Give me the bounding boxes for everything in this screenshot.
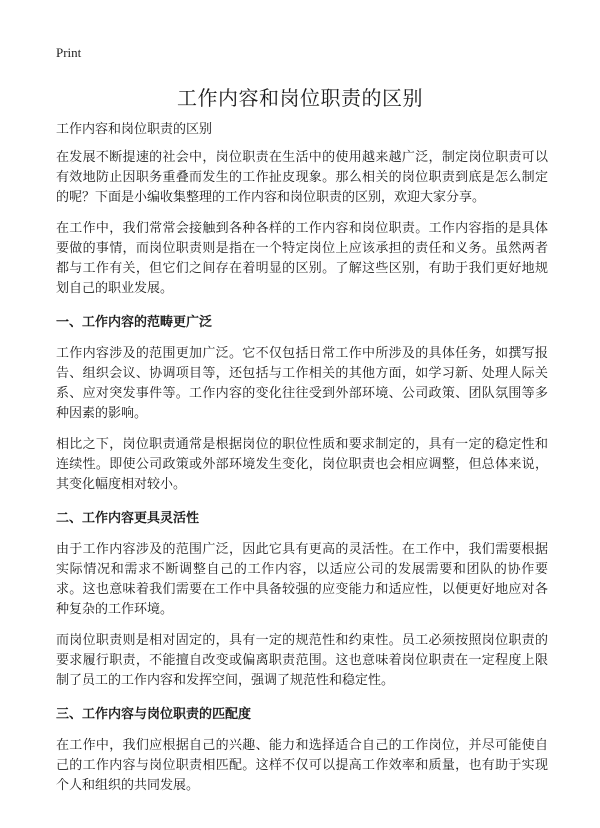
- document-body: [56, 120, 548, 807]
- print-link[interactable]: Print: [56, 45, 82, 60]
- document-subtitle: 工作内容和岗位职责的区别: [56, 122, 213, 137]
- section-heading: 三、工作内容与岗位职责的匹配度: [56, 707, 252, 722]
- section-heading: 一、工作内容的范畴更广泛: [56, 315, 213, 330]
- section-heading: 二、工作内容更具灵活性: [56, 511, 200, 526]
- section-paragraph: 在工作中，我们应根据自己的兴趣、能力和选择适合自己的工作岗位，并尽可能使自己的工作内容与岗位职责相匹配。这样不仅可以提高工作效率和质量，也有助于实现个人和组织的共同发展。: [56, 738, 548, 793]
- intro-paragraph: 在工作中，我们常常会接触到各种各样的工作内容和岗位职责。工作内容指的是具体要做的事情，而岗位职责则是指在一个特定岗位上应该承担的责任和义务。虽然两者都与工作有关，但它们之间存在着明显的区别。了解这些区别，有助于我们更好地规划自己的职业发展。: [56, 221, 548, 296]
- section-1: [56, 313, 548, 495]
- section-paragraph: 由于工作内容涉及的范围广泛，因此它具有更高的灵活性。在工作中，我们需要根据实际情况和需求不断调整自己的工作内容，以适应公司的发展需要和团队的协作要求。这也意味着我们需要在工作中具备较强的应变能力和适应性，以便更好地应对各种复杂的工作环境。: [56, 542, 548, 617]
- section-paragraph: 工作内容涉及的范围更加广泛。它不仅包括日常工作中所涉及的具体任务，如撰写报告、组织会议、协调项目等，还包括与工作相关的其他方面，如学习新、处理人际关系、应对突发事件等。工作内容的变化往往受到外部环境、公司政策、团队氛围等多种因素的影响。: [56, 346, 548, 421]
- intro-paragraph: 在发展不断提速的社会中，岗位职责在生活中的使用越来越广泛，制定岗位职责可以有效地防止因职务重叠而发生的工作扯皮现象。那么相关的岗位职责到底是怎么制定的呢？下面是小编收集整理的工作内容和岗位职责的区别，欢迎大家分享。: [56, 150, 548, 205]
- section-3: [56, 705, 548, 796]
- section-2: [56, 509, 548, 691]
- section-paragraph: 相比之下，岗位职责通常是根据岗位的职位性质和要求制定的，具有一定的稳定性和连续性。即使公司政策或外部环境发生变化，岗位职责也会相应调整，但总体来说，其变化幅度相对较小。: [56, 437, 548, 492]
- document-title: 工作内容和岗位职责的区别: [177, 86, 423, 110]
- section-paragraph: 而岗位职责则是相对固定的，具有一定的规范性和约束性。员工必须按照岗位职责的要求履行职责，不能擅自改变或偏离职责范围。这也意味着岗位职责在一定程度上限制了员工的工作内容和发挥空间，强调了规范性和稳定性。: [56, 633, 548, 688]
